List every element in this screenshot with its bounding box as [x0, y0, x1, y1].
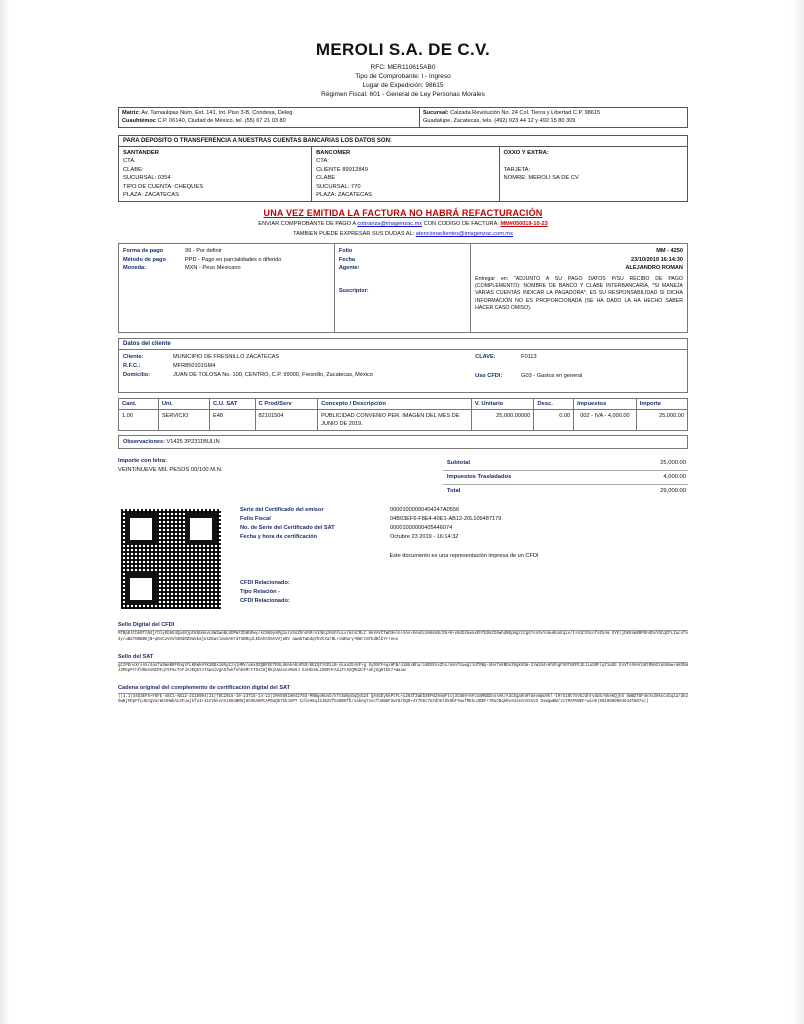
client-section-title: Datos del cliente	[118, 338, 688, 349]
agente-row	[339, 264, 466, 272]
subtotal-label: Subtotal	[446, 460, 471, 467]
client-clave-row	[475, 353, 683, 362]
cell-cant: 1.00	[119, 410, 159, 431]
col-uni: Uni.	[158, 399, 209, 410]
address-matriz-line1: Av. Tamaulipas Núm. Ext. 141, Int. Piso 3-B, Condesa, Deleg.	[141, 110, 294, 116]
total-value: 29,000.00	[660, 488, 686, 495]
cell-vunitario: 25,000.00000	[471, 410, 534, 431]
bank-santander	[119, 147, 312, 201]
address-block	[118, 107, 688, 128]
impuestos-label: Impuestos Trasladados	[446, 474, 512, 481]
col-concepto: Concepto / Descripción	[318, 399, 472, 410]
bank-oxxo-1	[504, 157, 683, 165]
cell-impuestos: 002 - IVA - 4,000.00	[574, 410, 637, 431]
notice-line-2	[118, 230, 688, 238]
cadena-original-body: ||1.1|34D3EF6+F6FE-48C1-AB12-2C1D094|21|7DC2015-10-23T15-14-22|IMA5O810042703-M9BgoKUsb/kfC6WbyDqQsG24 QA4GEy5kPtFL+u294fZwEbX0FW29sWFtoj3C860+8Fo1mM5BZnssVK/A3cEga9nHYaevmmUVkl-IHr510C7xV5JdhrvUUb/0keKQjkS OWBZT8FvkVx39kncxbq1a/dk2GwNjFEpFfpJECgVarmHJHWbALSFuajkfu1+31CV5knnVJXKnBMUj8CH6A8MtAP0aQb7kbJeP? CdleH6qJbJB2VfboBDKfb/sabeq7vvcfuSB8F2wrBrbQ0+4Y7DGc7m7dhHlOk9bF7wufMEkuJBEF+7RuCBqkRxsUsXAnVSsV3 OsmgwBW/zcYRAPVBEF+win0|0010000004644h607a||	[118, 694, 688, 705]
cell-cprodserv: 82101504	[255, 410, 318, 431]
bank-oxxo-3: NOMRE: MEROLI SA DE CV	[503, 175, 579, 182]
observaciones-label: Observaciones:	[123, 439, 165, 446]
cert-serie-emisor-label: Serie del Certificado del emisor	[240, 507, 324, 514]
cadena-original-title: Cadena original del complemento de certificación digital del SAT	[118, 684, 291, 691]
client-name-value: MUNICIPIO DE FRESNILLO ZACATECAS	[173, 354, 280, 361]
comprobante-type: Tipo de Comprobante: I - Ingreso	[355, 73, 451, 80]
client-usocfdi-value: G03 - Gastos en general	[521, 373, 583, 380]
bank-bancomer-3: CLABE	[316, 175, 336, 182]
importe-letra	[118, 457, 432, 498]
client-rfc-value: MFR850101SM4	[173, 363, 216, 370]
bank-santander-5: PLAZA: ZACATECAS	[123, 192, 179, 199]
bank-santander-0: SANTANDER	[123, 150, 159, 156]
scan-edge-left	[0, 0, 10, 1024]
payment-note: Entregar en: "ADJUNTO A SU PAGO DATOS P/SU RECIBO DE PAGO (COMPLEMENTO): NOMBRE DE BANCO Y CLABE INTERBANCARIA, *SI MANEJA VARIAS CUENTAS INDICAR LA PAGADORA*, ES SU RESPONSABILIDAD SI DICHA INFORMACIÓN NO ES PROPORCIONADA (SE HA DADO LA HA HECHO SABER HACER CASO OMISO).	[475, 275, 683, 312]
bank-bancomer-5: PLAZA: ZACATECAS	[316, 192, 373, 199]
fecha-row	[339, 256, 466, 264]
address-matriz-label: Matriz:	[122, 110, 141, 116]
bank-bancomer-1: CTA:	[316, 158, 329, 165]
cell-importe: 25,000.00	[636, 410, 687, 431]
address-matriz-label2: Cuauhtémoc	[122, 117, 156, 124]
client-name-row	[123, 353, 467, 362]
total-row-total	[443, 485, 688, 498]
fecha-label: Fecha	[338, 256, 355, 263]
client-name-label: Cliente:	[123, 354, 144, 361]
seal-sat	[118, 654, 688, 675]
address-sucursal-line1: Calzada Revolución No. 24 Col. Tierra y Libertad C.P. 98615	[450, 110, 601, 116]
bank-bancomer	[312, 147, 499, 201]
forma-pago-row	[123, 247, 330, 255]
cert-serie-emisor-row	[240, 506, 688, 515]
qr-code-icon	[118, 506, 224, 612]
cfdi-relacionado-block	[240, 579, 688, 606]
serie-folio-value: MM - 4250	[656, 248, 683, 255]
client-address-row	[123, 371, 467, 380]
bank-santander-2: CLABE:	[123, 166, 144, 173]
bank-bancomer-4: SUCURSAL: 770	[316, 183, 361, 190]
totals-list	[443, 457, 688, 498]
suscriptor-row	[339, 287, 466, 295]
col-desc: Desc.	[534, 399, 574, 410]
seal-cfdi	[118, 622, 688, 643]
scan-edge-right	[790, 0, 804, 1024]
bank-santander-4: TIPO DE CUENTA: CHEQUES	[123, 183, 204, 190]
bank-oxxo-2: TARJETA:	[503, 166, 531, 173]
total-row-impuestos	[443, 471, 688, 485]
cert-fecha-row	[240, 533, 688, 542]
client-rfc-row	[123, 362, 467, 371]
concepts-table	[118, 398, 688, 431]
total-label: Total	[446, 488, 461, 495]
company-rfc: RFC: MER110615AB0	[370, 64, 436, 71]
payment-folio	[335, 244, 471, 332]
cfdi-rel-uuid-row	[240, 597, 688, 606]
cfdi-rel-title-row	[240, 579, 688, 588]
address-sucursal-label: Sucursal:	[423, 110, 449, 116]
notice-email-atencion[interactable]: atencionaclientes@imagenzac.com.mx	[415, 231, 513, 238]
observaciones	[118, 435, 688, 449]
metodo-pago-label: Método de pago	[123, 256, 166, 263]
cert-folio-fiscal-value: 04B03EF6-F8E4-40E1-AB12-20L109487179	[390, 516, 502, 523]
bank-accounts	[118, 146, 688, 202]
metodo-pago-value: PPD - Pago en parcialidades o diferido	[185, 256, 282, 263]
impuestos-value: 4,000.00	[663, 474, 686, 481]
folio-row	[339, 247, 466, 255]
col-impuestos: Impuestos	[574, 399, 637, 410]
invoice	[118, 40, 688, 706]
bank-title: PARA DEPOSITO O TRANSFERENCIA A NUESTRAS CUENTAS BANCARIAS LOS DATOS SON:	[118, 135, 688, 146]
notice-block	[118, 208, 688, 238]
cert-serie-sat-row	[240, 524, 688, 533]
client-left	[119, 350, 471, 392]
seal-cfdi-body: MfBpE4tbkRfcN4jrOlyEb6G4Qa40jptKbUHevL8W2woBcdOPWrZbNbPwy/kC860y8Pg1ursSAZhnnhM/A1hEqzRohYuLvrmzsCRLI HeVAVCTwD3eln+XAn+OeoGcXH6KsB/Z8+N+v0d2XkwnvEhTbDkZ20whdNEpHgzCCg67snSvYomuKUuEqiv/I+51CV5cnfAZkAm SYEljDkRsW8RPDnODvYbCqCFLIacsfe4y/uBZYN6BDKjN+qNsCuVVvhSRdRZ0a5kajUsZEwslmu5AHrdTGBRqJLEDAhC55AVVjaNV awwbTwDdqYbVCXarBL+cWEwry+BWrzmTkdBlbYr+eoo	[118, 632, 688, 643]
notice-line-1	[118, 220, 688, 228]
concepts-header-row	[119, 399, 688, 410]
client-usocfdi-label: Uso CFDI:	[475, 373, 503, 380]
client-address-label: Domicilio:	[123, 371, 151, 378]
subtotal-value: 25,000.00	[660, 460, 686, 467]
client-clave-label: CLAVE:	[475, 354, 496, 361]
col-cusat: C.U. SAT	[210, 399, 256, 410]
cadena-original	[118, 685, 688, 706]
fecha-emision-value: 23/10/2019 16:14:30	[631, 256, 683, 263]
client-block	[118, 349, 688, 393]
address-matriz-line2: C.P. 06140, Ciudad de México, tel. (55) 67 21 03 80	[157, 117, 286, 124]
table-row	[119, 410, 688, 431]
suscriptor-label: Suscriptor:	[338, 287, 369, 294]
total-row-subtotal	[443, 457, 688, 471]
importe-letra-value: VEINTINUEVE MIL PESOS 00/100 M.N.	[118, 467, 223, 474]
importe-letra-label: Importe con letra:	[118, 458, 167, 465]
cert-fecha-value: Octubre 23 2019 - 16:14:32	[390, 534, 459, 541]
client-address-value: JUAN DE TOLOSA No. 100, CENTRO, C.P. 99000, Fresnillo, Zacatecas, México	[173, 371, 373, 378]
certification-block	[118, 506, 688, 612]
cell-desc: 0.00	[534, 410, 574, 431]
bank-oxxo-0: OXXO Y EXTRA:	[503, 150, 549, 156]
moneda-value: MXN - Peso Mexicano	[185, 265, 241, 272]
client-clave-value: F0113	[521, 354, 537, 361]
forma-pago-label: Forma de pago	[123, 248, 164, 255]
bank-santander-1: CTA.	[123, 158, 136, 165]
address-sucursal	[420, 108, 687, 127]
cell-uni: SERVICIO	[158, 410, 209, 431]
agente-label: Agente:	[338, 265, 360, 272]
notice-invoice-code: MM#050019-10-23	[500, 221, 548, 228]
seal-sat-title: Sello del SAT	[118, 653, 154, 660]
cfdi-rel-tipo: Tipo Relación -	[240, 589, 280, 596]
cert-details	[240, 506, 688, 606]
seal-cfdi-title: Sello Digital del CFDI	[118, 622, 175, 629]
address-sucursal-line2: Guadalupe, Zacatecas, tels. (492) 923 44 12 y 492 15 80 309	[423, 117, 576, 124]
lugar-expedicion: Lugar de Expedición: 98615	[362, 82, 444, 89]
cadena-original-rule	[118, 693, 688, 694]
col-vunitario: V. Unitario	[471, 399, 534, 410]
agente-nombre-value: ALEJANDRO ROMAN	[625, 265, 683, 272]
forma-pago-value: 99 - Por definir	[185, 248, 222, 255]
payment-methods	[119, 244, 335, 332]
cfdi-rel-title: CFDI Relacionado:	[240, 580, 290, 587]
moneda-row	[123, 264, 330, 272]
col-importe: Importe	[636, 399, 687, 410]
notice-line1-mid: CON CODIGO DE FACTURA:	[422, 221, 501, 228]
observaciones-value: V1425 3P2311BULIN	[166, 439, 220, 446]
cfdi-rel-uuid: CFDI Relacionado:	[240, 598, 290, 605]
cert-serie-sat-value: 00001000000405446074	[390, 525, 453, 532]
totals-block	[118, 457, 688, 498]
bank-bancomer-2: CLIENTE 89912849	[316, 166, 368, 173]
seal-sat-rule	[118, 662, 688, 663]
cert-folio-fiscal-row	[240, 515, 688, 524]
client-usocfdi-row	[475, 372, 683, 381]
bank-oxxo	[500, 147, 687, 201]
cert-serie-sat-label: No. de Serie del Certificado del SAT	[240, 525, 335, 532]
client-rfc-label: R.F.C.:	[123, 363, 141, 370]
cert-fecha-label: Fecha y hora de certificación	[240, 534, 318, 541]
address-matriz	[119, 108, 420, 127]
cfdi-print-note: Este documento es una representación impresa de un CFDI	[389, 553, 539, 560]
col-cprodserv: C Prod/Serv	[255, 399, 318, 410]
col-cant: Cant.	[119, 399, 159, 410]
cert-serie-emisor-value: 00001000000404247A0556	[390, 507, 460, 514]
bank-santander-3: SUCURSAL: 0354	[123, 175, 171, 182]
moneda-label: Moneda:	[123, 265, 146, 272]
company-name: MEROLI S.A. DE C.V.	[315, 40, 491, 59]
notice-line1-pre: ENVIAR COMPROBANTE DE PAGO A	[258, 221, 358, 228]
metodo-pago-row	[123, 256, 330, 264]
bank-bancomer-0: BANCOMER	[316, 150, 351, 156]
payment-block	[118, 243, 688, 333]
cell-cusat: E48	[210, 410, 256, 431]
notice-email-cobranza[interactable]: cobranza@imagenzac.mx	[357, 221, 423, 228]
payment-values	[471, 244, 687, 332]
regimen-fiscal: Régimen Fiscal: 601 - General de Ley Personas Morales	[321, 91, 485, 98]
notice-main: UNA VEZ EMITIDA LA FACTURA NO HABRÁ REFACTURACIÓN	[263, 208, 543, 219]
client-right	[471, 350, 687, 392]
seal-sat-body: gCzPEnsXrsnX/4aoTaSWeBRFEHqVYLKKWkHYK3BDxiNhpIzAjHMV/a6xOZQBFEETRSLUHnkAbnPSD/0EIQtYGD1cB-mlaaIEs8F+g XyDXFFeqs0FB/4iBUsBhu/i8EEEnsZhc/a5nfGuwgzlUfRBq-UHsfvKBOx39gkhDm-2lW344+HhhhgFSOTUEFEJEJiaSRFlq71aSE EnVTsSAHrp0tRNAZrabUmw+aKOUWJ2PEpPrhfURUAsNCRFq7SFmcToFJAJEQGtoTXwalVgnSfwhfehkSMrtTSsC8jRkyUUaxAsMaSJ ExHEnHL2XBFHrAXiFt6XQMd2CF+ahjGgHtbk7+Wauw	[118, 663, 688, 674]
folio-label: Folio	[338, 248, 353, 255]
cfdi-rel-tipo-row	[240, 588, 688, 597]
notice-line2-pre: TAMBIEN PUEDE EXPRESAR SUS DUDAS AL:	[293, 231, 416, 238]
cell-concepto: PUBLICIDAD CONVENIO PER. IMAGEN DEL MES DE JUNIO DE 2019.	[318, 410, 472, 431]
cert-folio-fiscal-label: Folio Fiscal	[240, 516, 271, 523]
